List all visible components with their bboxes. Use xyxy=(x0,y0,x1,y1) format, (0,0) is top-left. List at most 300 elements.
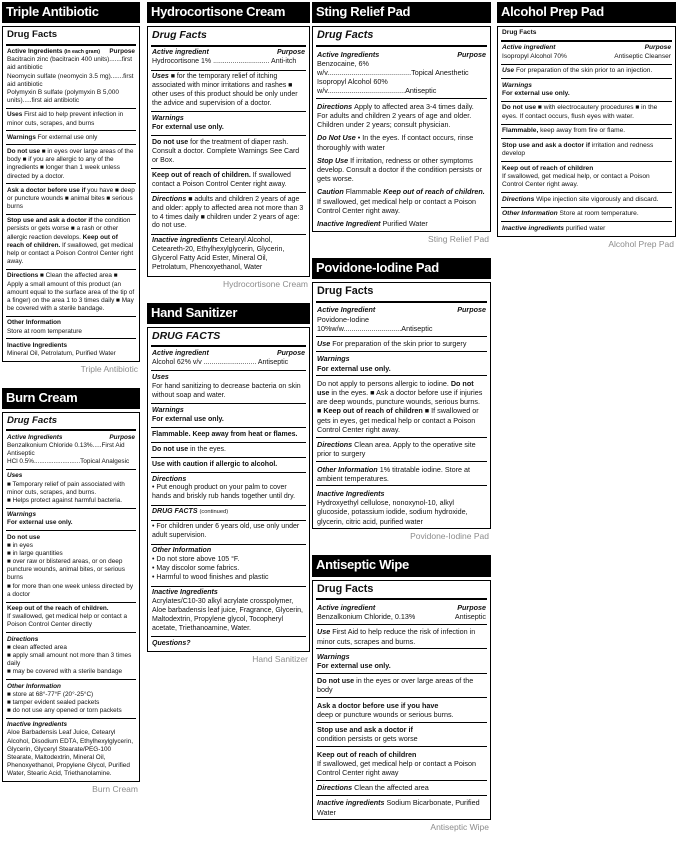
section xyxy=(316,47,487,98)
text-line xyxy=(7,534,135,542)
text-line xyxy=(317,354,486,363)
text-run: Isopropyl Alcohol 60% w/v.......................................Antiseptic xyxy=(317,77,437,96)
text-run: If swallowed, get medical help or contact a Poison Control Center right away xyxy=(317,758,477,777)
panel-caption: Antiseptic Wipe xyxy=(430,822,489,833)
section xyxy=(151,544,306,586)
text-line xyxy=(502,225,671,233)
text-line xyxy=(7,148,135,181)
section xyxy=(316,795,487,819)
text-run: If swallowed, get medical help, or contact a Poison Control Center right away. xyxy=(502,173,650,189)
section xyxy=(501,207,672,221)
panel-title: Antiseptic Wipe xyxy=(312,555,491,576)
text-line xyxy=(152,565,305,574)
text-run: ■ for more than one week unless directed by a doctor xyxy=(7,582,134,598)
drug-facts-box xyxy=(312,580,491,821)
section xyxy=(151,505,306,520)
text-line xyxy=(317,102,486,130)
text-line xyxy=(317,489,486,498)
text-run: ■ with electrocautery procedures ■ in the eyes. If contact occurs, flush eyes with water. xyxy=(502,104,658,120)
text-run: Antiseptic Cleanser xyxy=(614,52,671,60)
text-line xyxy=(7,729,135,778)
text-run: First Aid to help reduce the risk of infection in minor cuts, scrapes and burns. xyxy=(317,627,476,646)
text-run: Active ingredient xyxy=(152,49,209,57)
text-line xyxy=(152,598,305,634)
text-run: ■ If swallowed or gets in eyes, get medical help or contact a Poison Control Center right away. xyxy=(317,406,479,434)
two-col-line xyxy=(7,434,135,442)
two-col-line xyxy=(317,603,486,612)
text-line xyxy=(317,701,486,710)
text-run: Keep out of reach of children xyxy=(502,164,594,172)
text-run: • In the eyes. If contact occurs, rinse thoroughly with water xyxy=(317,133,474,152)
two-col-line xyxy=(317,612,486,621)
two-col-line xyxy=(502,53,671,61)
text-run: Drug Facts xyxy=(7,29,58,41)
drug-facts-box xyxy=(2,26,140,361)
left-col xyxy=(317,612,415,621)
text-line xyxy=(152,359,305,368)
text-run: Warnings xyxy=(152,114,184,122)
section xyxy=(316,581,487,601)
text-line xyxy=(317,285,486,299)
text-line xyxy=(152,416,305,425)
text-line xyxy=(152,139,305,166)
drug-facts-box xyxy=(147,327,310,652)
text-run: Purpose xyxy=(644,44,671,52)
text-run: Cetearyl Alcohol, Ceteareth-20, Ethylhexylglycerin, Glycerin, Glycerol Fatty Acid Ester, Mineral Oil, Petrolatum, Phenoxyethanol, Water xyxy=(152,237,285,272)
text-line xyxy=(7,328,135,336)
section xyxy=(316,746,487,780)
section xyxy=(6,718,136,781)
section xyxy=(316,132,487,154)
section xyxy=(151,442,306,457)
panel-title: Sting Relief Pad xyxy=(312,2,491,23)
right-col xyxy=(614,53,671,61)
text-line xyxy=(7,644,135,652)
text-line xyxy=(7,73,135,89)
text-run: Purpose xyxy=(276,349,305,357)
text-line xyxy=(152,124,305,133)
section xyxy=(151,47,306,70)
left-col xyxy=(317,603,375,612)
text-run: Flammable, xyxy=(502,127,539,135)
section xyxy=(501,192,672,206)
text-run: Other Information xyxy=(502,210,560,218)
right-col xyxy=(645,44,671,52)
section xyxy=(316,303,487,336)
text-run: Do not use xyxy=(7,147,42,155)
text-run: Polymyxin B sulfate (polymyxin B 5,000 units).....first aid antibiotic xyxy=(7,89,119,105)
text-run: Do Not Use xyxy=(317,133,358,143)
section xyxy=(151,520,306,544)
text-line xyxy=(7,652,135,668)
text-run: Directions xyxy=(502,195,537,203)
text-run: Keep out of reach of children. xyxy=(383,187,485,197)
text-run: Do not use xyxy=(152,138,191,146)
section xyxy=(316,336,487,351)
text-line xyxy=(7,89,135,105)
text-run: If swallowed, get medical help or contact a Poison Control Center right away. xyxy=(317,196,477,215)
text-run: Other Information xyxy=(7,682,61,690)
text-run: Warnings xyxy=(7,511,36,519)
section xyxy=(316,218,487,231)
panel-caption: Hydrocortisone Cream xyxy=(222,278,308,289)
section xyxy=(151,472,306,505)
panel-caption: Hand Sanitizer xyxy=(252,654,308,665)
text-line xyxy=(317,187,486,215)
text-line xyxy=(152,330,305,343)
section xyxy=(316,98,487,132)
section xyxy=(6,508,136,530)
text-run: Warnings xyxy=(152,406,184,414)
section xyxy=(6,530,136,602)
two-col-line xyxy=(7,48,135,56)
section xyxy=(151,347,306,370)
text-run: Questions? xyxy=(152,639,191,647)
text-run: ■ Temporary relief of pain associated with minor cuts, scrapes, and burns. xyxy=(7,480,125,496)
section xyxy=(151,370,306,403)
text-line xyxy=(502,29,671,37)
text-line xyxy=(152,58,305,67)
column-4 xyxy=(497,2,676,263)
section xyxy=(6,27,136,45)
section xyxy=(501,27,672,41)
text-run: ■ store at 68°-77°F (20°-25°C) xyxy=(7,690,94,698)
text-run: Uses xyxy=(152,373,169,381)
text-run: Inactive Ingredients xyxy=(7,721,68,729)
section xyxy=(316,186,487,218)
text-line xyxy=(152,407,305,416)
panel-triple-antibiotic xyxy=(2,2,140,374)
text-run: ■ clean affected area xyxy=(7,643,67,651)
section xyxy=(6,338,136,360)
text-run: Inactive Ingredients xyxy=(7,341,68,349)
section xyxy=(6,144,136,183)
panel-title: Burn Cream xyxy=(2,388,140,409)
text-run: Benzocaine, 6% w/v..........................................Topical Anesthetic xyxy=(317,58,469,78)
text-run: For external use only. xyxy=(7,519,73,527)
text-run: • Put enough product on your palm to cover hands and briskly rub hands together until dry. xyxy=(152,484,296,501)
text-run: Flammable xyxy=(345,187,384,197)
text-run: Other Information xyxy=(317,464,380,474)
text-run: For external use only. xyxy=(502,89,570,97)
text-line xyxy=(7,272,135,313)
text-run: Inactive ingredients xyxy=(502,224,566,232)
text-line xyxy=(502,104,671,121)
text-line xyxy=(7,683,135,691)
section xyxy=(316,600,487,623)
section xyxy=(151,328,306,347)
text-run: Sodium Bicarbonate, Purified Water xyxy=(317,798,480,817)
text-run: Drug Facts xyxy=(502,29,537,37)
text-run: Antiseptic xyxy=(454,612,486,622)
text-line xyxy=(7,187,135,212)
drug-facts-box xyxy=(497,26,676,236)
text-run: (continued) xyxy=(199,509,229,516)
text-line xyxy=(317,734,486,743)
text-run: Other Information xyxy=(7,319,61,327)
text-line xyxy=(152,640,305,649)
text-line xyxy=(502,142,671,159)
text-run: Inactive Ingredient xyxy=(317,219,383,229)
text-line xyxy=(152,237,305,273)
text-run: Alcohol 62% v/v ........................... Antiseptic xyxy=(152,358,289,366)
section xyxy=(316,351,487,375)
text-run: Warnings xyxy=(317,651,350,661)
text-run: Purified Water xyxy=(382,219,428,229)
right-col xyxy=(277,350,305,359)
text-line xyxy=(152,547,305,556)
panel-caption: Burn Cream xyxy=(92,784,138,795)
text-run: Directions xyxy=(317,440,355,450)
text-line xyxy=(317,364,486,373)
text-run: Do not use xyxy=(502,104,538,112)
text-line xyxy=(7,472,135,480)
section xyxy=(6,108,136,130)
text-run: Keep out of the reach of children. xyxy=(7,605,109,612)
section xyxy=(151,403,306,427)
text-run: ■ Helps protect against harmful bacteria. xyxy=(7,496,123,504)
text-run: ■ apply small amount not more than 3 times daily xyxy=(7,651,132,668)
column-1 xyxy=(2,2,140,808)
text-line xyxy=(152,172,305,190)
right-col xyxy=(457,305,486,314)
section xyxy=(151,234,306,276)
text-run: Purpose xyxy=(109,433,135,441)
text-run: Flammable. Keep away from heat or flames. xyxy=(152,430,298,438)
text-line xyxy=(502,82,671,90)
text-run: Drug Facts xyxy=(317,29,374,42)
left-col xyxy=(152,49,209,58)
text-line xyxy=(7,217,135,266)
text-run: Povidone-Iodine 10%w/w.............................Antiseptic xyxy=(317,314,433,333)
text-run: For external use only xyxy=(37,133,98,141)
left-col xyxy=(7,48,100,56)
text-line xyxy=(7,583,135,599)
text-line xyxy=(152,431,305,440)
text-run: irritation and redness develop xyxy=(502,141,654,158)
section xyxy=(6,632,136,679)
section xyxy=(316,27,487,47)
text-line xyxy=(7,550,135,558)
two-col-line xyxy=(317,50,486,59)
text-run: Purpose xyxy=(109,48,135,56)
text-run: Use xyxy=(317,627,333,637)
text-run: Active Ingredient xyxy=(317,305,376,315)
text-run: If irritation, redness or other symptoms develop. Consult a doctor if the condition persists or gets worse. xyxy=(317,155,483,184)
panel-alcohol-prep-pad xyxy=(497,2,676,249)
text-line xyxy=(152,574,305,583)
panel-title: Triple Antibiotic xyxy=(2,2,140,23)
text-run: Keep out of reach of children. xyxy=(152,171,253,179)
text-line xyxy=(7,342,135,350)
text-run: Directions xyxy=(317,101,355,111)
text-run: Other Information xyxy=(152,547,212,555)
panel-antiseptic-wipe xyxy=(312,555,491,832)
left-col xyxy=(152,350,209,359)
text-line xyxy=(7,613,135,629)
text-line xyxy=(502,165,671,173)
text-line xyxy=(317,798,486,816)
text-run: • Do not store above 105 °F. xyxy=(152,556,240,564)
section xyxy=(6,413,136,431)
text-line xyxy=(7,721,135,729)
text-line xyxy=(317,315,486,333)
text-run: Acrylates/C10-30 alkyl acrylate crosspolymer, Aloe barbadensis leaf juice, Fragrance, Glycerin, Maltodextrin, Propylene glycol, Tocopheryl acetate, Triethanoamine, Water. xyxy=(152,598,303,632)
panel-hand-sanitizer xyxy=(147,303,310,665)
text-run: Inactive Ingredients xyxy=(152,589,218,597)
panel-title: Hand Sanitizer xyxy=(147,303,310,324)
drug-facts-box xyxy=(147,26,310,276)
text-run: Keep out of reach of children xyxy=(323,406,423,416)
text-run: (in each gram) xyxy=(64,49,100,56)
drug-facts-box xyxy=(312,282,491,529)
text-run: Do not apply to persons allergic to iodine. xyxy=(317,378,451,388)
left-col xyxy=(502,44,556,52)
right-col xyxy=(109,48,135,56)
text-run: Uses xyxy=(7,472,23,480)
text-line xyxy=(317,219,486,228)
text-run: If swallowed, get medical help or contact a Poison Control Center directly xyxy=(7,613,128,629)
text-line xyxy=(317,59,486,77)
section xyxy=(151,168,306,192)
text-run: Drug Facts xyxy=(7,414,58,426)
text-line xyxy=(152,374,305,383)
text-line xyxy=(317,759,486,777)
right-col xyxy=(277,49,305,58)
text-run: Warnings xyxy=(502,81,532,89)
right-col xyxy=(455,612,486,621)
section xyxy=(316,283,487,303)
section xyxy=(6,269,136,316)
text-run: Directions xyxy=(152,195,189,203)
section xyxy=(6,679,136,718)
text-run: Directions xyxy=(7,272,41,280)
section xyxy=(316,648,487,672)
section xyxy=(151,457,306,472)
text-run: Ask a doctor before use if xyxy=(7,186,88,194)
text-line xyxy=(152,508,305,517)
text-run: For external use only. xyxy=(152,415,224,423)
text-run: DRUG FACTS xyxy=(152,330,221,343)
text-line xyxy=(317,652,486,661)
text-line xyxy=(7,56,135,72)
text-run: you have ■ deep or puncture wounds ■ animal bites ■ serious burns xyxy=(7,186,135,211)
panel-hydrocortisone-cream xyxy=(147,2,310,289)
text-line xyxy=(7,691,135,699)
text-line xyxy=(317,339,486,348)
text-run: Bacitracin zinc (bacitracin 400 units).......first aid antibiotic xyxy=(7,56,133,72)
section xyxy=(151,135,306,168)
text-run: Purpose xyxy=(457,49,486,59)
text-line xyxy=(317,583,486,597)
text-run: ■ for the temporary relief of itching associated with minor irritations and rashes ■ other uses of this product should be only under the advice and supervision of a doctor. xyxy=(152,73,298,107)
text-run: Drug Facts xyxy=(317,285,374,298)
text-run: For external use only. xyxy=(152,123,224,131)
text-run: For hand sanitizing to decrease bacteria on skin without soap and water. xyxy=(152,382,301,399)
text-line xyxy=(7,668,135,676)
section xyxy=(501,42,672,64)
text-run: Purpose xyxy=(457,305,486,315)
text-line xyxy=(7,134,135,142)
text-run: ■ over raw or blistered areas, or on deep puncture wounds, animal bites, or serious burns xyxy=(7,558,125,582)
section xyxy=(501,64,672,78)
text-line xyxy=(317,379,486,434)
two-col-line xyxy=(317,305,486,314)
text-run: ■ do not use any opened or torn packets xyxy=(7,707,122,715)
left-col xyxy=(7,434,62,442)
text-run: Active Ingredients xyxy=(317,49,380,59)
two-col-line xyxy=(152,350,305,359)
section xyxy=(151,192,306,234)
column-3 xyxy=(312,2,491,846)
text-run: condition persists or gets worse xyxy=(317,734,418,744)
text-run: Do not use xyxy=(152,445,191,453)
text-line xyxy=(152,589,305,598)
text-run: purified water xyxy=(565,224,606,232)
two-col-line xyxy=(502,44,671,52)
text-line xyxy=(7,558,135,583)
panel-title: Povidone-Iodine Pad xyxy=(312,258,491,279)
section xyxy=(316,780,487,795)
text-line xyxy=(152,196,305,232)
section xyxy=(151,586,306,637)
text-line xyxy=(152,476,305,485)
text-run: Stop use and ask a doctor if xyxy=(317,725,413,735)
text-run: Inactive ingredients xyxy=(317,798,387,808)
text-run: Directions xyxy=(7,635,39,643)
text-line xyxy=(7,415,135,427)
text-run: Stop use and ask a doctor if xyxy=(502,141,592,149)
text-run: Uses xyxy=(152,73,171,81)
text-run: ■ Clean the affected area ■ Apply a small amount of this product (an amount equal to the surface area of the tip of a finger) on the area 1 to 3 times daily ■ May be covered with a sterile bandage. xyxy=(7,272,135,313)
text-run: in the eyes. ■ Ask a doctor before use if injuries are deep wounds, puncture wounds, serious burns. ■ xyxy=(317,387,483,416)
text-run: Store at room temperature. xyxy=(559,210,639,218)
text-line xyxy=(7,442,135,458)
section xyxy=(6,316,136,338)
text-run: For preparation of the skin prior to an injection. xyxy=(515,67,653,75)
text-line xyxy=(502,210,671,218)
text-line xyxy=(317,725,486,734)
section xyxy=(6,602,136,633)
section xyxy=(6,46,136,108)
text-run: Active Ingredients xyxy=(7,48,65,56)
text-run: • For children under 6 years old, use only under adult supervision. xyxy=(152,523,300,540)
drug-facts-box xyxy=(2,412,140,782)
text-run: Warnings xyxy=(7,133,38,141)
text-line xyxy=(7,699,135,707)
text-run: For external use only. xyxy=(317,661,391,671)
text-run: keep away from fire or flame. xyxy=(538,127,626,135)
text-run: Use with caution if allergic to alcohol. xyxy=(152,460,278,468)
text-line xyxy=(152,383,305,401)
text-line xyxy=(502,90,671,98)
text-run: Keep out of reach of children. xyxy=(7,233,118,249)
text-run: Aloe Barbadensis Leaf Juice, Cetearyl Alcohol, Disodium EDTA, Ethylhexylglycerin, Glycerin, Glyceryl Stearate/PEG-100 Stearate, Maltodextrin, Mineral Oil, Phenoxyethanol, Propylene Glycol, Purified Water, Stearic Acid, Triethanolamine. xyxy=(7,729,133,778)
section xyxy=(501,101,672,124)
text-run: Purpose xyxy=(457,602,486,612)
text-line xyxy=(152,73,305,109)
text-run: Do not use xyxy=(7,533,41,541)
text-line xyxy=(317,133,486,151)
text-run: Drug Facts xyxy=(152,29,207,42)
section xyxy=(316,624,487,648)
section xyxy=(316,375,487,436)
text-line xyxy=(317,465,486,483)
text-line xyxy=(7,350,135,358)
text-run: Directions xyxy=(317,783,355,793)
text-line xyxy=(7,111,135,127)
text-run: Inactive ingredients xyxy=(152,237,220,245)
